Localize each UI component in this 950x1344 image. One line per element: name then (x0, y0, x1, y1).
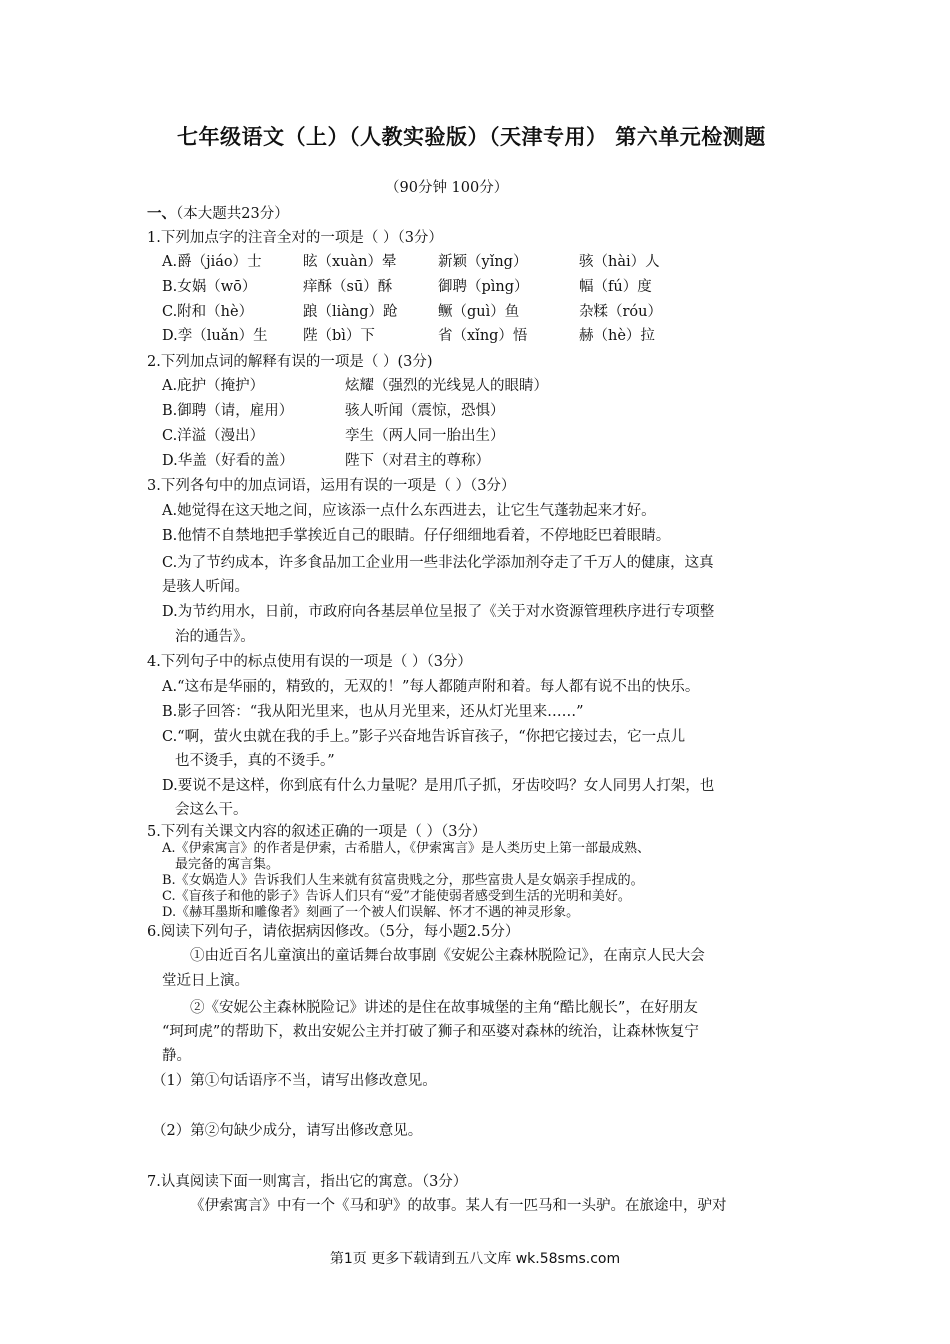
option: 幅（fú）度 (579, 279, 652, 295)
option-line: 治的通告》。 (175, 629, 255, 645)
question-7-stem: 7.认真阅读下面一则寓言，指出它的寓意。（3分） (147, 1174, 468, 1190)
option: 踉（liàng）跄 (303, 304, 398, 320)
sub-question-2: （2）第②句缺少成分，请写出修改意见。 (152, 1123, 423, 1139)
exam-duration-score: （90分钟 100分） (385, 180, 509, 196)
question-5-stem: 5.下列有关课文内容的叙述正确的一项是（ ）（3分） (147, 824, 487, 840)
section-heading: 一、（本大题共23分） (147, 206, 289, 222)
question-3-stem: 3.下列各句中的加点词语，运用有误的一项是（ ）（3分） (147, 478, 516, 494)
option: 孪生（两人同一胎出生） (345, 428, 505, 444)
option-line: A.“这布是华丽的，精致的，无双的！”每人都随声附和着。每人都有说不出的快乐。 (162, 679, 700, 695)
option-line: 最完备的寓言集。 (175, 857, 280, 872)
option: B.女娲（wō） (162, 279, 257, 295)
page-footer: 第1页 更多下载请到五八文库 wk.58sms.com (329, 1251, 621, 1267)
option-line: A.《伊索寓言》的作者是伊索，古希腊人，《伊索寓言》是人类历史上第一部最成熟、 (162, 841, 651, 856)
page-title: 七年级语文（上）（人教实验版）（天津专用） 第六单元检测题 (177, 125, 766, 149)
option: D.华盖（好看的盖） (162, 453, 294, 469)
passage-line: ②《安妮公主森林脱险记》讲述的是住在故事城堡的主角“酷比舰长”，在好朋友 (190, 1000, 698, 1016)
sub-question-1: （1）第①句话语序不当，请写出修改意见。 (152, 1073, 437, 1089)
option: 骇（hài）人 (579, 254, 660, 270)
option: 眩（xuàn）晕 (303, 254, 397, 270)
question-2-stem: 2.下列加点词的解释有误的一项是（ ）(3分) (147, 354, 433, 370)
option: 杂糅（róu） (579, 304, 662, 320)
question-1-stem: 1.下列加点字的注音全对的一项是（ ）（3分） (147, 230, 443, 246)
option: 新颖（yǐng） (438, 254, 528, 270)
option-line: 是骇人听闻。 (162, 579, 249, 595)
option-line: D.为节约用水，日前，市政府向各基层单位呈报了《关于对水资源管理秩序进行专项整 (162, 604, 715, 620)
option: B.御聘（请，雇用） (162, 403, 294, 419)
option-line: 会这么干。 (175, 802, 248, 818)
option-line: D.《赫耳墨斯和雕像者》刻画了一个被人们误解、怀才不遇的神灵形象。 (162, 905, 580, 920)
option: 鳜（guì）鱼 (438, 304, 520, 320)
option: C.附和（hè） (162, 304, 254, 320)
option: D.孪（luǎn）生 (162, 328, 268, 344)
option: 痒酥（sū）酥 (303, 279, 393, 295)
option-line: C.“啊，萤火虫就在我的手上。”影子兴奋地告诉盲孩子，“你把它接过去，它一点儿 (162, 729, 686, 745)
passage-line: ①由近百名儿童演出的童话舞台故事剧《安妮公主森林脱险记》，在南京人民大会 (190, 948, 705, 964)
option-line: C.为了节约成本，许多食品加工企业用一些非法化学添加剂夺走了千万人的健康，这真 (162, 555, 714, 571)
option: 骇人听闻（震惊，恐惧） (345, 403, 505, 419)
option-line: A.她觉得在这天地之间，应该添一点什么东西进去，让它生气蓬勃起来才好。 (162, 503, 656, 519)
option: 御聘（pìng） (438, 279, 529, 295)
option-line: B.《女娲造人》告诉我们人生来就有贫富贵贱之分，那些富贵人是女娲亲手捏成的。 (162, 873, 644, 888)
question-6-stem: 6.阅读下列句子，请依据病因修改。（5分，每小题2.5分） (147, 924, 520, 940)
passage-line: “珂珂虎”的帮助下，救出安妮公主并打破了狮子和巫婆对森林的统治，让森林恢复宁 (162, 1024, 699, 1040)
option: 赫（hè）拉 (579, 328, 655, 344)
option-line: 也不烫手，真的不烫手。” (175, 753, 335, 769)
option: 省（xǐng）悟 (438, 328, 528, 344)
option: 陛（bì）下 (303, 328, 375, 344)
option: 陛下（对君主的尊称） (345, 453, 490, 469)
passage-line: 《伊索寓言》中有一个《马和驴》的故事。某人有一匹马和一头驴。在旅途中，驴对 (190, 1198, 727, 1214)
option: A.庇护（掩护） (162, 378, 265, 394)
option-line: C.《盲孩子和他的影子》告诉人们只有“爱”才能使弱者感受到生活的光明和美好。 (162, 889, 631, 904)
option: A.爵（jiáo）士 (162, 254, 262, 270)
option: 炫耀（强烈的光线晃人的眼睛） (345, 378, 548, 394)
passage-line: 堂近日上演。 (162, 973, 249, 989)
question-4-stem: 4.下列句子中的标点使用有误的一项是（ ）（3分） (147, 654, 472, 670)
option-line: B.他情不自禁地把手掌挨近自己的眼睛。仔仔细细地看着，不停地眨巴着眼睛。 (162, 528, 671, 544)
passage-line: 静。 (162, 1048, 191, 1064)
option-line: D.要说不是这样，你到底有什么力量呢？是用爪子抓，牙齿咬吗？女人同男人打架，也 (162, 778, 715, 794)
option: C.洋溢（漫出） (162, 428, 265, 444)
option-line: B.影子回答：“我从阳光里来，也从月光里来，还从灯光里来……” (162, 704, 584, 720)
